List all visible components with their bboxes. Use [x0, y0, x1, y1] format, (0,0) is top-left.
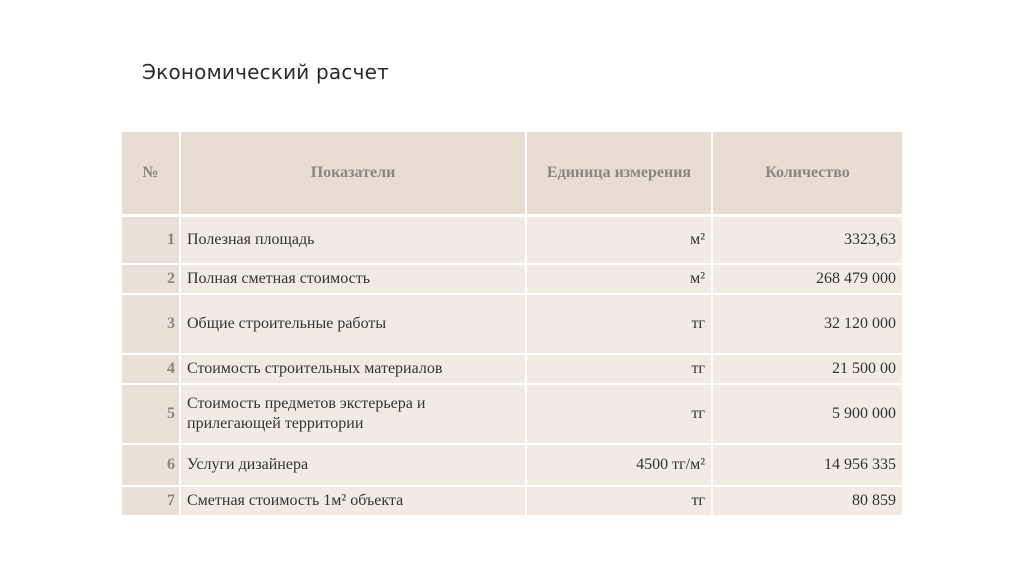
row-name: Полная сметная стоимость: [180, 264, 526, 294]
row-num: 1: [122, 216, 180, 264]
row-qty: 3323,63: [712, 216, 902, 264]
economic-table: [122, 132, 902, 517]
row-qty: 32 120 000: [712, 294, 902, 354]
row-name: Сметная стоимость 1м² объекта: [180, 486, 526, 516]
row-qty: 268 479 000: [712, 264, 902, 294]
table-row: [122, 264, 902, 294]
row-num: 2: [122, 264, 180, 294]
row-qty: 80 859: [712, 486, 902, 516]
row-num: 4: [122, 354, 180, 384]
header-indicator: Показатели: [180, 132, 526, 216]
row-qty: 5 900 000: [712, 384, 902, 444]
row-unit: тг: [526, 384, 712, 444]
header-num: №: [122, 132, 180, 216]
row-num: 6: [122, 444, 180, 486]
table-row: [122, 354, 902, 384]
table-header-row: [122, 132, 902, 216]
row-unit: м²: [526, 264, 712, 294]
header-quantity: Количество: [712, 132, 902, 216]
table-row: [122, 216, 902, 264]
row-unit: 4500 тг/м²: [526, 444, 712, 486]
table-row: [122, 444, 902, 486]
row-name: Услуги дизайнера: [180, 444, 526, 486]
row-name: Полезная площадь: [180, 216, 526, 264]
row-qty: 14 956 335: [712, 444, 902, 486]
table-row: [122, 486, 902, 516]
row-unit: м²: [526, 216, 712, 264]
row-unit: тг: [526, 294, 712, 354]
row-unit: тг: [526, 354, 712, 384]
row-num: 3: [122, 294, 180, 354]
slide-title: Экономический расчет: [142, 60, 389, 84]
row-name: Общие строительные работы: [180, 294, 526, 354]
row-num: 7: [122, 486, 180, 516]
table-row: [122, 294, 902, 354]
row-unit: тг: [526, 486, 712, 516]
table-row: [122, 384, 902, 444]
row-name: Стоимость предметов экстерьера и прилегающей территории: [180, 384, 526, 444]
header-unit: Единица измерения: [526, 132, 712, 216]
row-qty: 21 500 00: [712, 354, 902, 384]
row-name: Стоимость строительных материалов: [180, 354, 526, 384]
row-num: 5: [122, 384, 180, 444]
